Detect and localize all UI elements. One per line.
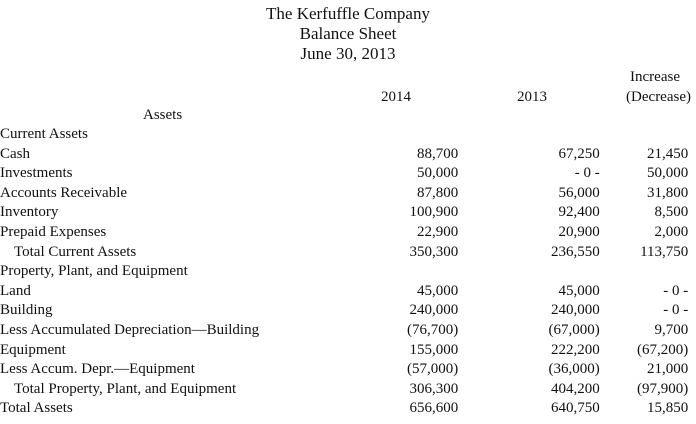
column-header-change-line2: (Decrease) [626,89,691,105]
table-row [0,341,696,361]
column-header-change-line1: Increase [630,69,680,85]
spacer [688,184,696,204]
row-label: Less Accum. Depr.—Equipment [0,361,195,378]
spacer [688,321,696,341]
value-change: 9,700 [654,321,689,338]
spacer [688,125,696,145]
statement-title: Balance Sheet [299,24,397,43]
value-2013: 20,900 [558,223,600,240]
assets-heading: Assets [143,107,183,123]
value-2014: 100,900 [409,204,459,221]
table-row [0,262,696,282]
value-2014: 155,000 [409,341,459,358]
spacer [688,399,696,419]
value-2014 [360,125,458,145]
value-change [600,125,689,145]
row-label: Property, Plant, and Equipment [0,263,188,280]
table-row [0,380,696,400]
value-2014: (76,700) [406,321,459,338]
value-2013: (36,000) [548,361,600,378]
statement-date: June 30, 2013 [300,44,396,63]
spacer [688,380,696,400]
row-label: Equipment [0,341,66,358]
value-2014: 350,300 [409,243,459,260]
table-row [0,399,696,419]
value-2014: (57,000) [406,361,459,378]
value-change: 113,750 [640,243,689,260]
value-2014: 240,000 [409,302,459,319]
value-change: (97,900) [637,380,689,397]
value-2014: 656,600 [409,400,459,417]
row-label: Cash [0,145,30,162]
value-change: 15,850 [647,400,689,417]
value-2013: 67,250 [558,145,600,162]
row-label: Current Assets [0,126,88,142]
row-label: Building [0,302,53,319]
table-row [0,203,696,223]
table-row [0,301,696,321]
table-row [0,164,696,184]
spacer [688,223,696,243]
table-row [0,360,696,380]
value-2014: 306,300 [409,380,459,397]
value-change: 50,000 [647,165,689,182]
value-change: 8,500 [654,204,689,221]
spacer [688,360,696,380]
value-2013: (67,000) [548,321,600,338]
value-2014 [360,262,458,282]
value-2014: 45,000 [416,282,459,299]
value-2013: - 0 - [574,165,600,182]
spacer [688,262,696,282]
row-label: Total Property, Plant, and Equipment [14,380,237,397]
row-label: Inventory [0,204,59,221]
row-label: Accounts Receivable [0,184,128,201]
row-label: Investments [0,165,73,182]
value-2013: 222,200 [550,341,600,358]
row-label: Prepaid Expenses [0,223,107,240]
row-label: Total Assets [0,400,73,417]
spacer [688,164,696,184]
table-row [0,125,696,145]
value-2013: 404,200 [550,380,600,397]
value-2013: 240,000 [550,302,600,319]
table-row [0,145,696,165]
value-2013: 45,000 [558,282,600,299]
spacer [688,243,696,263]
value-2013 [458,125,599,145]
spacer [688,341,696,361]
value-2014: 22,900 [416,223,459,240]
value-2014: 87,800 [416,184,459,201]
spacer [688,203,696,223]
value-change: (67,200) [637,341,689,358]
value-2013: 92,400 [558,204,600,221]
value-change: - 0 - [663,282,689,299]
spacer [688,282,696,302]
value-2013: 640,750 [550,400,600,417]
value-2014: 50,000 [416,165,459,182]
value-change: 31,800 [647,184,689,201]
column-header-2013: 2013 [517,89,547,105]
table-row [0,184,696,204]
table-row [0,243,696,263]
value-change: - 0 - [663,302,689,319]
value-change [600,262,689,282]
table-row [0,223,696,243]
spacer [688,145,696,165]
value-2013 [458,262,599,282]
value-2013: 236,550 [550,243,600,260]
value-change: 21,000 [647,361,689,378]
row-label: Less Accumulated Depreciation—Building [0,321,260,338]
value-change: 2,000 [654,223,689,240]
value-2014: 88,700 [416,145,459,162]
column-header-2014: 2014 [381,89,411,105]
row-label: Land [0,282,31,299]
table-row [0,321,696,341]
table-row [0,282,696,302]
balance-sheet-table [0,125,696,419]
value-2013: 56,000 [558,184,600,201]
company-name: The Kerfuffle Company [266,4,430,23]
spacer [688,301,696,321]
value-change: 21,450 [647,145,689,162]
row-label: Total Current Assets [14,243,137,260]
